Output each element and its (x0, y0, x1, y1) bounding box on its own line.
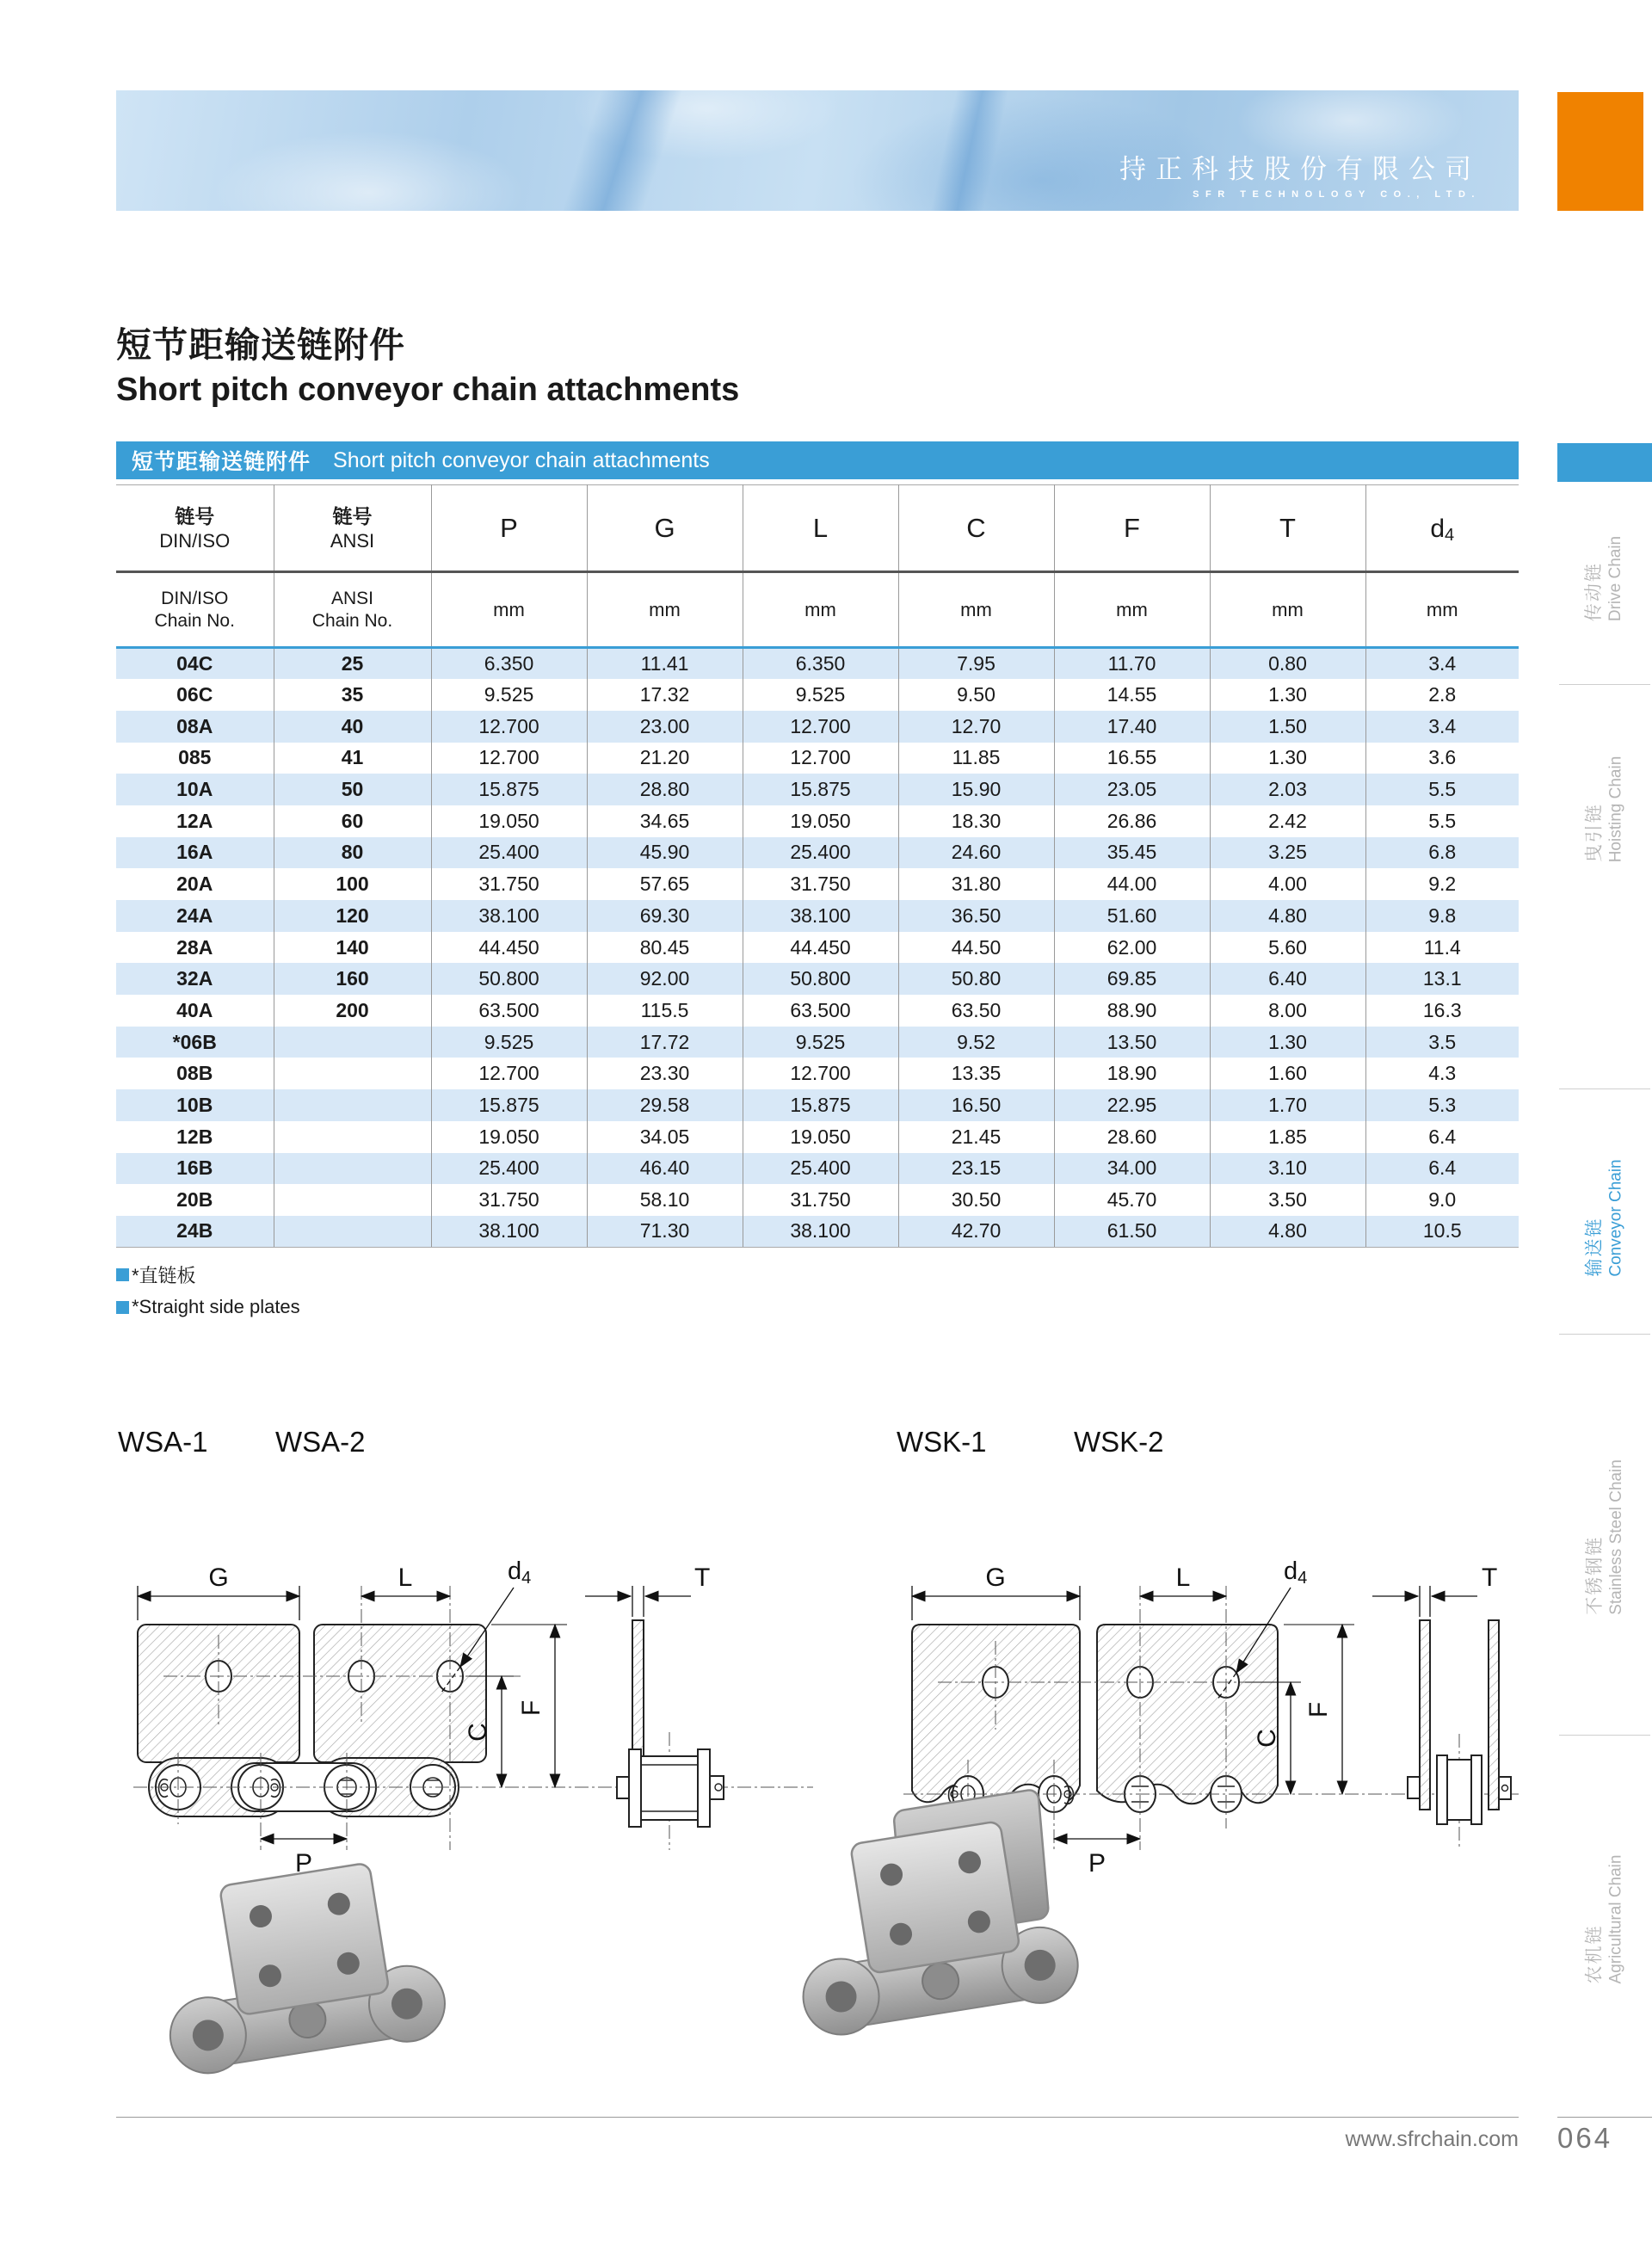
cell-g: 80.45 (587, 932, 743, 964)
header-label: DIN/ISO (161, 588, 229, 608)
page-title-en: Short pitch conveyor chain attachments (116, 372, 740, 408)
sidebar-item-label-cn: 传动链 (1584, 561, 1605, 621)
header-dim-l: L (743, 485, 898, 572)
cell-din: 10B (116, 1089, 274, 1121)
cell-f: 88.90 (1054, 995, 1210, 1027)
cell-ansi: 41 (274, 743, 431, 774)
cell-p: 25.400 (431, 837, 587, 869)
cell-t: 6.40 (1210, 963, 1365, 995)
subheader-din (116, 572, 274, 648)
footnote-text: *直链板 (132, 1265, 196, 1286)
cell-t: 8.00 (1210, 995, 1365, 1027)
cell-d4: 11.4 (1423, 935, 1461, 959)
sidebar-item-hoisting-chain[interactable] (1557, 624, 1652, 994)
cell-l: 12.700 (743, 743, 898, 774)
table-header-row-2 (116, 572, 1519, 648)
sidebar-item-label-cn: 农机链 (1584, 1923, 1605, 1983)
cell-f: 28.60 (1054, 1121, 1210, 1153)
cell-d4: 9.8 (1365, 900, 1519, 932)
cell-din: *06B (116, 1027, 274, 1058)
cell-d4: 6.4 (1428, 1125, 1457, 1148)
cell-l: 31.750 (743, 1184, 898, 1216)
table-row (116, 1058, 1519, 1089)
cell-f: 22.95 (1054, 1089, 1210, 1121)
cell-p: 6.350 (431, 648, 587, 680)
sidebar-item-label-cn: 曳引链 (1584, 802, 1605, 862)
header-label: 链号 (175, 505, 215, 527)
table-row (116, 995, 1519, 1027)
cell-ansi: 160 (274, 963, 431, 995)
cell-l: 25.400 (743, 837, 898, 869)
company-name-en: SFR TECHNOLOGY CO., LTD. (1193, 189, 1481, 200)
wsk-2-label: WSK-2 (1074, 1426, 1164, 1458)
cell-p: 15.875 (431, 1089, 587, 1121)
footer-page-number: 064 (1557, 2122, 1613, 2154)
cell-t: 1.30 (1210, 679, 1365, 711)
cell-l: 38.100 (743, 1216, 898, 1248)
cell-d4: 3.6 (1428, 746, 1457, 769)
cell-ansi: 35 (274, 679, 431, 711)
spec-table (116, 484, 1519, 1248)
cell-c: 42.70 (898, 1216, 1054, 1248)
cell-f: 62.00 (1054, 932, 1210, 964)
cell-g: 58.10 (587, 1184, 743, 1216)
cell-ansi: 40 (274, 711, 431, 743)
cell-p: 12.700 (431, 1058, 587, 1089)
sidebar-item-label-cn: 输送链 (1584, 1217, 1605, 1277)
dim-f-label: F (1304, 1701, 1333, 1718)
cell-din: 20B (116, 1184, 274, 1216)
cell-f: 17.40 (1054, 711, 1210, 743)
banner-decoration (553, 90, 686, 211)
cell-d4: 13.1 (1365, 963, 1519, 995)
cell-g: 71.30 (587, 1216, 743, 1248)
product-photo-wsa (129, 1833, 499, 2130)
cell-g: 69.30 (587, 900, 743, 932)
cell-t: 1.60 (1210, 1058, 1365, 1089)
dim-c-label: C (464, 1723, 492, 1742)
cell-c: 9.52 (898, 1027, 1054, 1058)
cell-c: 12.70 (898, 711, 1054, 743)
unit-cell: mm (587, 572, 743, 648)
cell-l: 63.500 (743, 995, 898, 1027)
cell-t: 4.80 (1210, 1216, 1365, 1248)
cell-f: 26.86 (1054, 805, 1210, 837)
cell-ansi (274, 1089, 431, 1121)
cell-p: 15.875 (431, 774, 587, 805)
sidebar-item-label-en: Conveyor Chain (1606, 1158, 1625, 1277)
cell-p: 19.050 (431, 1121, 587, 1153)
cell-c: 24.60 (898, 837, 1054, 869)
cell-l: 44.450 (743, 932, 898, 964)
dim-d4-label: d4 (1284, 1557, 1308, 1588)
cell-p: 9.525 (431, 1027, 587, 1058)
cell-d4: 9.0 (1428, 1188, 1457, 1212)
cell-p: 50.800 (431, 963, 587, 995)
dim-p-label: P (294, 1849, 313, 1878)
cell-d4: 10.5 (1365, 1216, 1519, 1248)
sidebar-item-label-cn: 不锈钢链 (1584, 1535, 1605, 1615)
sidebar-item-label-en: Hoisting Chain (1606, 755, 1625, 862)
header-label: ANSI (330, 588, 373, 608)
cell-d4: 4.3 (1428, 1062, 1457, 1085)
unit-cell: mm (1365, 572, 1519, 648)
cell-p: 12.700 (431, 743, 587, 774)
header-label: Chain No. (311, 610, 393, 631)
cell-p: 25.400 (431, 1153, 587, 1185)
cell-l: 6.350 (743, 648, 898, 680)
sidebar-item-agricultural-chain[interactable] (1557, 1734, 1652, 2104)
cell-ansi: 120 (274, 900, 431, 932)
cell-g: 57.65 (587, 868, 743, 900)
table-row (116, 1216, 1519, 1248)
wsa-2-label: WSA-2 (275, 1426, 366, 1458)
cell-d4: 3.4 (1365, 711, 1519, 743)
cell-c: 63.50 (898, 995, 1054, 1027)
cell-f: 23.05 (1054, 774, 1210, 805)
cell-g: 17.32 (587, 679, 743, 711)
cell-g: 29.58 (587, 1089, 743, 1121)
footer-divider-short (1557, 2117, 1652, 2118)
cell-din: 24A (116, 900, 274, 932)
cell-f: 69.85 (1054, 963, 1210, 995)
cell-f: 44.00 (1054, 868, 1210, 900)
cell-ansi: 100 (274, 868, 431, 900)
cell-c: 50.80 (898, 963, 1054, 995)
cell-t: 5.60 (1210, 932, 1365, 964)
header-label: d (1430, 514, 1446, 543)
cell-l: 25.400 (743, 1153, 898, 1185)
header-dim-c: C (898, 485, 1054, 572)
cell-g: 92.00 (587, 963, 743, 995)
cell-c: 44.50 (898, 932, 1054, 964)
cell-c: 7.95 (898, 648, 1054, 680)
cell-din: 08A (116, 711, 274, 743)
cell-din: 16B (116, 1153, 274, 1185)
section-title-cn: 短节距输送链附件 (132, 450, 311, 474)
header-dim-f: F (1054, 485, 1210, 572)
cell-c: 15.90 (898, 774, 1054, 805)
cell-ansi: 140 (274, 932, 431, 964)
cell-d4: 5.5 (1428, 809, 1457, 832)
cell-ansi: 200 (274, 995, 431, 1027)
header-dim-g: G (587, 485, 743, 572)
cell-f: 18.90 (1054, 1058, 1210, 1089)
cell-f: 51.60 (1054, 900, 1210, 932)
section-title-en: Short pitch conveyor chain attachments (333, 447, 710, 472)
cell-d4: 6.4 (1365, 1153, 1519, 1185)
table-row (116, 1089, 1519, 1121)
wsa-1-label: WSA-1 (118, 1426, 208, 1458)
cell-g: 46.40 (587, 1153, 743, 1185)
cell-f: 13.50 (1054, 1027, 1210, 1058)
unit-cell: mm (431, 572, 587, 648)
dim-t-label: T (1482, 1563, 1498, 1592)
cell-p: 9.525 (431, 679, 587, 711)
cell-l: 19.050 (743, 805, 898, 837)
cell-c: 36.50 (898, 900, 1054, 932)
dim-l-label: L (398, 1563, 413, 1592)
cell-l: 12.700 (743, 711, 898, 743)
cell-c: 11.85 (898, 743, 1054, 774)
sidebar-divider (1559, 1735, 1650, 1736)
cell-ansi: 25 (274, 648, 431, 680)
cell-g: 17.72 (587, 1027, 743, 1058)
cell-c: 13.35 (898, 1058, 1054, 1089)
cell-g: 28.80 (587, 774, 743, 805)
cell-c: 21.45 (898, 1121, 1054, 1153)
cell-l: 15.875 (743, 1089, 898, 1121)
table-header-row-1 (116, 485, 1519, 572)
header-label: Chain No. (154, 610, 235, 631)
cell-p: 44.450 (431, 932, 587, 964)
cell-din: 28A (116, 932, 274, 964)
cell-t: 3.50 (1210, 1184, 1365, 1216)
cell-din: 06C (116, 679, 274, 711)
table-row (116, 868, 1519, 900)
orange-accent-block (1557, 92, 1643, 211)
company-name-cn: 持正科技股份有限公司 (1119, 154, 1481, 184)
header-label: 链号 (332, 505, 373, 527)
cell-d4: 9.2 (1428, 873, 1457, 896)
unit-cell: mm (1210, 572, 1365, 648)
cell-d4: 2.8 (1428, 683, 1457, 706)
cell-g: 115.5 (587, 995, 743, 1027)
dim-c-label: C (1253, 1729, 1281, 1748)
cell-din: 16A (116, 837, 274, 869)
cell-p: 38.100 (431, 900, 587, 932)
cell-l: 15.875 (743, 774, 898, 805)
cell-t: 1.30 (1210, 743, 1365, 774)
table-row (116, 711, 1519, 743)
cell-c: 30.50 (898, 1184, 1054, 1216)
cell-g: 23.30 (587, 1058, 743, 1089)
cell-p: 38.100 (431, 1216, 587, 1248)
cell-ansi: 80 (274, 837, 431, 869)
cell-f: 61.50 (1054, 1216, 1210, 1248)
cell-g: 23.00 (587, 711, 743, 743)
cell-ansi (274, 1184, 431, 1216)
header-chain-no-ansi (274, 485, 431, 572)
cell-g: 34.05 (587, 1121, 743, 1153)
table-row (116, 1027, 1519, 1058)
sidebar-item-stainless-steel-chain[interactable] (1557, 1352, 1652, 1722)
cell-p: 63.500 (431, 995, 587, 1027)
cell-c: 23.15 (898, 1153, 1054, 1185)
wsa-side-view (138, 1625, 486, 1816)
cell-p: 31.750 (431, 1184, 587, 1216)
header-label: DIN/ISO (159, 530, 231, 552)
cell-g: 45.90 (587, 837, 743, 869)
table-row (116, 743, 1519, 774)
cell-din: 24B (116, 1216, 274, 1248)
cell-t: 1.50 (1210, 711, 1365, 743)
wsk-1-label: WSK-1 (897, 1426, 987, 1458)
sidebar-divider (1559, 684, 1650, 685)
cell-ansi (274, 1153, 431, 1185)
table-row (116, 837, 1519, 869)
cell-l: 9.525 (743, 679, 898, 711)
wsk-end-view (1372, 1563, 1511, 1824)
cell-f: 35.45 (1054, 837, 1210, 869)
banner-decoration (923, 90, 1013, 211)
cell-t: 1.70 (1210, 1089, 1365, 1121)
cell-d4: 6.8 (1365, 837, 1519, 869)
cell-f: 11.70 (1054, 648, 1210, 680)
page-title-block (116, 317, 739, 409)
dim-g-label: G (208, 1563, 229, 1592)
dim-d4-label: d4 (508, 1557, 532, 1588)
cell-ansi (274, 1121, 431, 1153)
header-dim-t: T (1210, 485, 1365, 572)
cell-din: 10A (116, 774, 274, 805)
header-dim-p: P (431, 485, 587, 572)
footnote-bullet-icon (116, 1301, 129, 1314)
cell-t: 2.03 (1210, 774, 1365, 805)
cell-din: 04C (116, 648, 274, 680)
cell-din: 32A (116, 963, 274, 995)
cell-l: 50.800 (743, 963, 898, 995)
cell-t: 4.00 (1210, 868, 1365, 900)
cell-t: 2.42 (1210, 805, 1365, 837)
cell-f: 16.55 (1054, 743, 1210, 774)
footer-website-link[interactable]: www.sfrchain.com (1345, 2127, 1519, 2151)
unit-cell: mm (743, 572, 898, 648)
table-row (116, 900, 1519, 932)
cell-ansi: 60 (274, 805, 431, 837)
sidebar-item-label-en: Stainless Steel Chain (1606, 1459, 1625, 1615)
cell-c: 9.50 (898, 679, 1054, 711)
cell-t: 3.25 (1210, 837, 1365, 869)
cell-ansi: 50 (274, 774, 431, 805)
sidebar-item-label-en: Agricultural Chain (1606, 1854, 1625, 1983)
company-block (1119, 147, 1481, 200)
section-header-bar (116, 441, 1519, 479)
cell-din: 20A (116, 868, 274, 900)
table-row (116, 1121, 1519, 1153)
table-row (116, 1153, 1519, 1185)
unit-cell: mm (898, 572, 1054, 648)
cell-t: 1.30 (1210, 1027, 1365, 1058)
cell-d4: 5.5 (1365, 774, 1519, 805)
cell-l: 12.700 (743, 1058, 898, 1089)
table-row (116, 805, 1519, 837)
dim-l-label: L (1175, 1563, 1191, 1592)
cell-l: 31.750 (743, 868, 898, 900)
sidebar-divider (1559, 1088, 1650, 1089)
cell-t: 1.85 (1210, 1121, 1365, 1153)
cell-f: 14.55 (1054, 679, 1210, 711)
footnote-cn (116, 1261, 300, 1288)
dim-t-label: T (694, 1563, 711, 1592)
cell-f: 34.00 (1054, 1153, 1210, 1185)
table-row (116, 932, 1519, 964)
subheader-ansi (274, 572, 431, 648)
dim-g-label: G (985, 1563, 1006, 1592)
cell-c: 16.50 (898, 1089, 1054, 1121)
cell-c: 18.30 (898, 805, 1054, 837)
table-row (116, 1184, 1519, 1216)
cell-t: 4.80 (1210, 900, 1365, 932)
cell-d4: 16.3 (1422, 998, 1462, 1021)
cell-din: 40A (116, 995, 274, 1027)
table-row (116, 963, 1519, 995)
cell-f: 45.70 (1054, 1184, 1210, 1216)
dim-p-label: P (1088, 1849, 1106, 1878)
table-row (116, 648, 1519, 680)
sidebar-item-label-en: Drive Chain (1606, 535, 1625, 621)
cell-din: 12A (116, 805, 274, 837)
cell-c: 31.80 (898, 868, 1054, 900)
cell-l: 19.050 (743, 1121, 898, 1153)
footnote-en (116, 1296, 300, 1318)
cell-l: 9.525 (743, 1027, 898, 1058)
cell-p: 31.750 (431, 868, 587, 900)
table-row (116, 679, 1519, 711)
cell-din: 08B (116, 1058, 274, 1089)
cell-g: 34.65 (587, 805, 743, 837)
header-chain-no-din (116, 485, 274, 572)
cell-t: 3.10 (1210, 1153, 1365, 1185)
cell-t: 0.80 (1210, 648, 1365, 680)
header-dim-d4 (1365, 485, 1519, 572)
header-label: ANSI (330, 530, 375, 552)
wsa-technical-drawing (116, 1415, 830, 1880)
cell-din: 085 (116, 743, 274, 774)
sidebar-divider (1559, 1334, 1650, 1335)
table-body (116, 648, 1519, 1248)
cell-p: 12.700 (431, 711, 587, 743)
header-banner (116, 90, 1519, 211)
cell-din: 12B (116, 1121, 274, 1153)
unit-cell: mm (1054, 572, 1210, 648)
cell-p: 19.050 (431, 805, 587, 837)
cell-l: 38.100 (743, 900, 898, 932)
cell-g: 21.20 (587, 743, 743, 774)
cell-d4: 3.4 (1365, 648, 1519, 680)
cell-ansi (274, 1027, 431, 1058)
dim-f-label: F (517, 1699, 546, 1717)
footnote-text: *Straight side plates (132, 1296, 300, 1317)
footnotes (116, 1261, 300, 1326)
product-photo-wsk (757, 1777, 1136, 2104)
cell-d4: 3.5 (1365, 1027, 1519, 1058)
cell-ansi (274, 1058, 431, 1089)
table-row (116, 774, 1519, 805)
footer-divider (116, 2117, 1519, 2118)
cell-g: 11.41 (587, 648, 743, 680)
page-title-cn: 短节距输送链附件 (116, 325, 405, 365)
header-label: 4 (1445, 525, 1455, 545)
cell-d4: 5.3 (1365, 1089, 1519, 1121)
footnote-bullet-icon (116, 1268, 129, 1281)
cell-ansi (274, 1216, 431, 1248)
